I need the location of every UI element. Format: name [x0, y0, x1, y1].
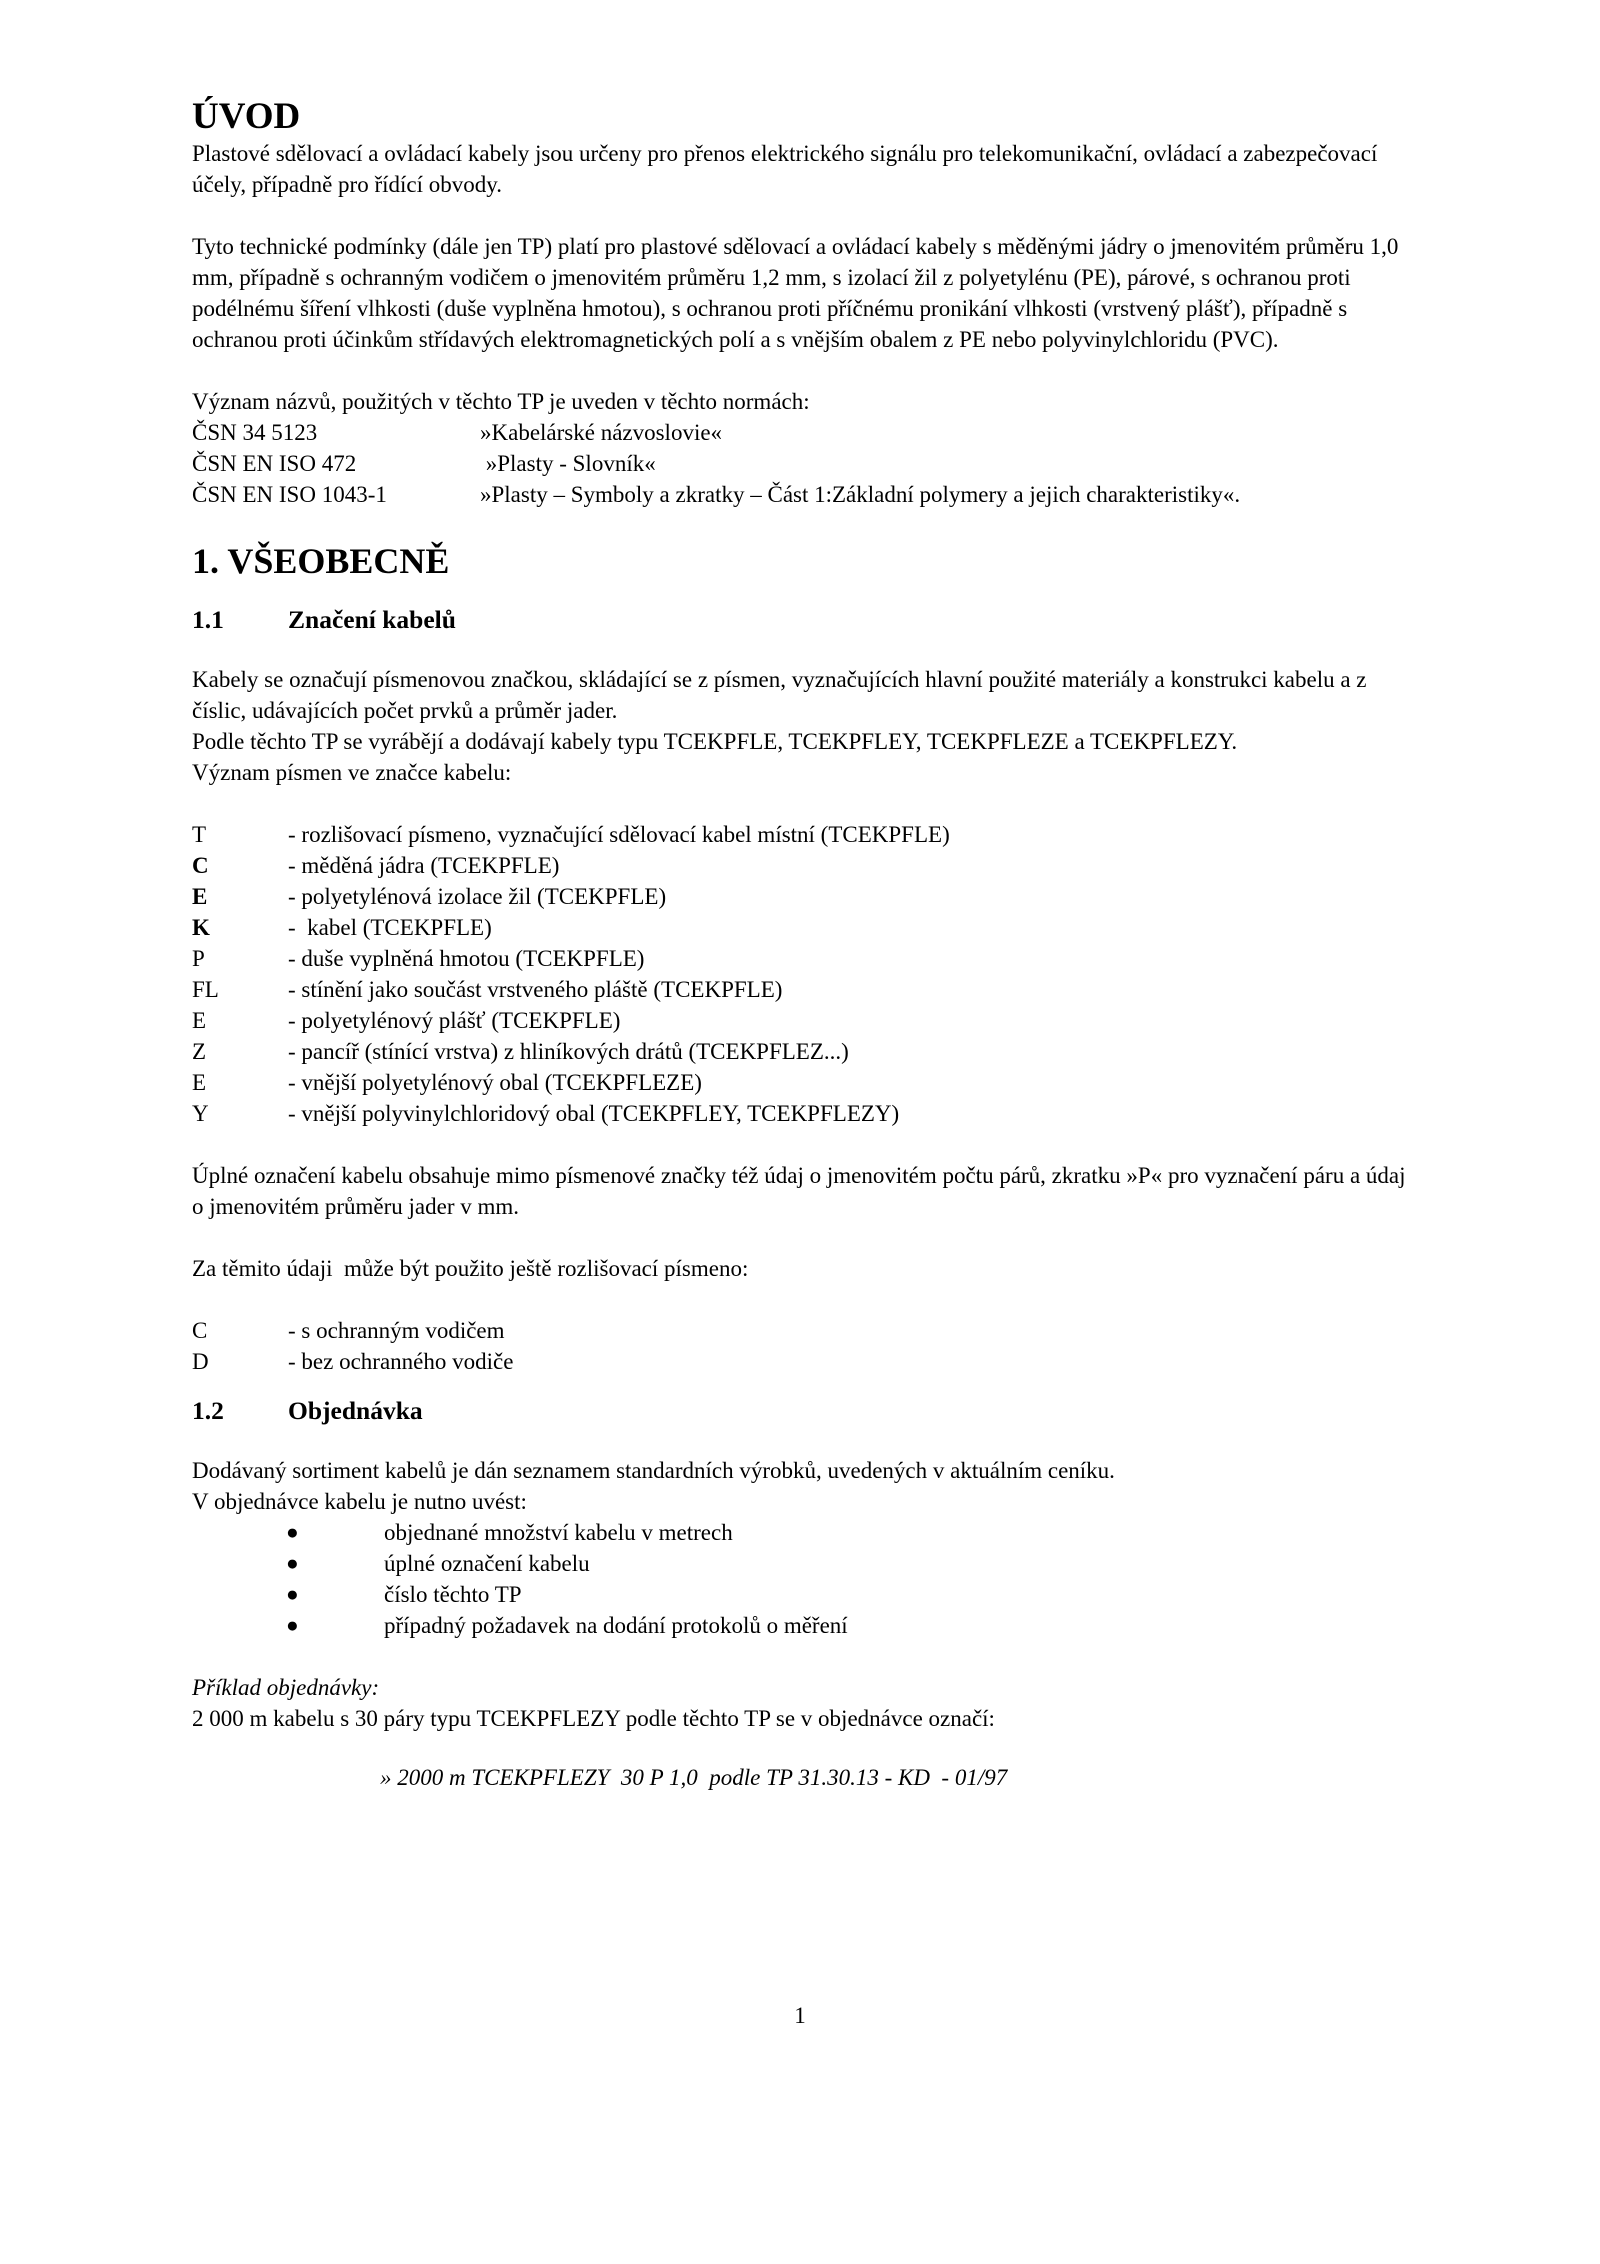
- list-item: [192, 1610, 1422, 1641]
- bullet-icon: ●: [286, 1582, 299, 1606]
- bullet-text: číslo těchto TP: [384, 1582, 522, 1607]
- intro-heading: ÚVOD: [192, 96, 301, 137]
- extra-letter-list: [192, 1315, 1422, 1377]
- list-item: [192, 1517, 1422, 1548]
- list-item: [192, 881, 1422, 912]
- example-text: 2 000 m kabelu s 30 páry typu TCEKPFLEZY podle těchto TP se v objednávce označí:: [192, 1706, 995, 1731]
- norms-intro: Význam názvů, použitých v těchto TP je uveden v těchto normách:: [192, 389, 810, 414]
- document-page: [192, 96, 1422, 1793]
- full-marking-paragraph: Úplné označení kabelu obsahuje mimo písmenové značky též údaj o jmenovitém počtu párů, zkratku »P« pro vyznačení páru a údaj o jmenovitém průměru jader v mm.: [192, 1163, 1406, 1219]
- letter-desc: - bez ochranného vodiče: [288, 1349, 514, 1374]
- letter-desc: - kabel (TCEKPFLE): [288, 915, 492, 940]
- letter-desc: - vnější polyvinylchloridový obal (TCEKPFLEY, TCEKPFLEZY): [288, 1101, 900, 1126]
- list-item: [192, 1548, 1422, 1579]
- subsection-title: Značení kabelů: [288, 605, 456, 634]
- bullet-icon: ●: [286, 1613, 299, 1637]
- list-item: [192, 943, 1422, 974]
- list-item: [192, 974, 1422, 1005]
- letter-desc: - stínění jako součást vrstveného pláště (TCEKPFLE): [288, 977, 783, 1002]
- letter-meaning-list: [192, 819, 1422, 1129]
- example-label: Příklad objednávky:: [192, 1675, 380, 1700]
- list-item: [192, 1098, 1422, 1129]
- list-item: [192, 1067, 1422, 1098]
- subsection-number: 1.1: [192, 605, 224, 634]
- letter-code: K: [192, 915, 210, 940]
- list-item: [192, 1005, 1422, 1036]
- intro-paragraph-2: Tyto technické podmínky (dále jen TP) platí pro plastové sdělovací a ovládací kabely s měděnými jádry o jmenovitém průměru 1,0 mm, případně s ochranným vodičem o jmenovitém průměru 1,2 mm, s izolací žil z polyetylénu (PE), párové, s ochranou proti podélnému šíření vlhkosti (duše vyplněna hmotou), s ochranou proti příčnému pronikání vlhkosti (vrstvený plášť), případně s ochranou proti účinkům střídavých elektromagnetických polí a s vnějším obalem z PE nebo polyvinylchloridu (PVC).: [192, 234, 1399, 352]
- letter-desc: - polyetylénová izolace žil (TCEKPFLE): [288, 884, 667, 909]
- norm-title: »Plasty - Slovník«: [480, 451, 656, 476]
- letter-desc: - s ochranným vodičem: [288, 1318, 505, 1343]
- marking-paragraph-2: Podle těchto TP se vyrábějí a dodávají kabely typu TCEKPFLE, TCEKPFLEY, TCEKPFLEZE a TCEKPFLEZY.: [192, 729, 1238, 754]
- norm-code: ČSN EN ISO 472: [192, 451, 357, 476]
- list-item: [192, 1579, 1422, 1610]
- norm-row: [192, 479, 1422, 510]
- letter-desc: - měděná jádra (TCEKPFLE): [288, 853, 560, 878]
- letter-code: T: [192, 822, 207, 847]
- section-1-heading: 1. VŠEOBECNĚ: [192, 541, 450, 581]
- letter-code: E: [192, 1008, 207, 1033]
- bullet-icon: ●: [286, 1520, 299, 1544]
- letter-desc: - polyetylénový plášť (TCEKPFLE): [288, 1008, 621, 1033]
- distinguishing-letter-paragraph: Za těmito údaji může být použito ještě rozlišovací písmeno:: [192, 1256, 749, 1281]
- letter-desc: - duše vyplněná hmotou (TCEKPFLE): [288, 946, 645, 971]
- letter-code: E: [192, 1070, 207, 1095]
- list-item: [192, 1036, 1422, 1067]
- norm-row: [192, 448, 1422, 479]
- list-item: [192, 1315, 1422, 1346]
- subsection-title: Objednávka: [288, 1396, 423, 1425]
- page-number: 1: [794, 2003, 806, 2028]
- subsection-1-1-heading: [192, 604, 1422, 636]
- norm-title: »Kabelárské názvoslovie«: [480, 420, 723, 445]
- bullet-text: objednané množství kabelu v metrech: [384, 1520, 733, 1545]
- letter-desc: - rozlišovací písmeno, vyznačující sdělovací kabel místní (TCEKPFLE): [288, 822, 950, 847]
- letter-code: Y: [192, 1101, 209, 1126]
- letter-code: FL: [192, 977, 219, 1002]
- marking-paragraph-1: Kabely se označují písmenovou značkou, skládající se z písmen, vyznačujících hlavní použité materiály a konstrukci kabelu a z číslic, udávajících počet prvků a průměr jader.: [192, 667, 1367, 723]
- subsection-number: 1.2: [192, 1396, 224, 1425]
- example-order-line: » 2000 m TCEKPFLEZY 30 P 1,0 podle TP 31.30.13 - KD - 01/97: [380, 1765, 1008, 1790]
- letter-code: C: [192, 853, 209, 878]
- letter-desc: - pancíř (stínící vrstva) z hliníkových drátů (TCEKPFLEZ...): [288, 1039, 849, 1064]
- subsection-1-2-heading: [192, 1395, 1422, 1427]
- norm-code: ČSN 34 5123: [192, 420, 318, 445]
- list-item: [192, 819, 1422, 850]
- bullet-text: úplné označení kabelu: [384, 1551, 590, 1576]
- order-paragraph-2: V objednávce kabelu je nutno uvést:: [192, 1489, 527, 1514]
- norm-code: ČSN EN ISO 1043-1: [192, 482, 387, 507]
- letter-code: P: [192, 946, 205, 971]
- norm-title: »Plasty – Symboly a zkratky – Část 1:Základní polymery a jejich charakteristiky«.: [480, 482, 1241, 507]
- letter-code: D: [192, 1349, 209, 1374]
- order-bullet-list: [192, 1517, 1422, 1641]
- list-item: [192, 912, 1422, 943]
- intro-paragraph-1: Plastové sdělovací a ovládací kabely jsou určeny pro přenos elektrického signálu pro telekomunikační, ovládací a zabezpečovací účely, případně pro řídící obvody.: [192, 141, 1378, 197]
- list-item: [192, 850, 1422, 881]
- letter-code: Z: [192, 1039, 207, 1064]
- letter-code: C: [192, 1318, 208, 1343]
- list-item: [192, 1346, 1422, 1377]
- bullet-icon: ●: [286, 1551, 299, 1575]
- norms-list: [192, 417, 1422, 510]
- norm-row: [192, 417, 1422, 448]
- letter-code: E: [192, 884, 208, 909]
- bullet-text: případný požadavek na dodání protokolů o měření: [384, 1613, 848, 1638]
- marking-paragraph-3: Význam písmen ve značce kabelu:: [192, 760, 512, 785]
- order-paragraph-1: Dodávaný sortiment kabelů je dán seznamem standardních výrobků, uvedených v aktuálním ceníku.: [192, 1458, 1115, 1483]
- letter-desc: - vnější polyetylénový obal (TCEKPFLEZE): [288, 1070, 702, 1095]
